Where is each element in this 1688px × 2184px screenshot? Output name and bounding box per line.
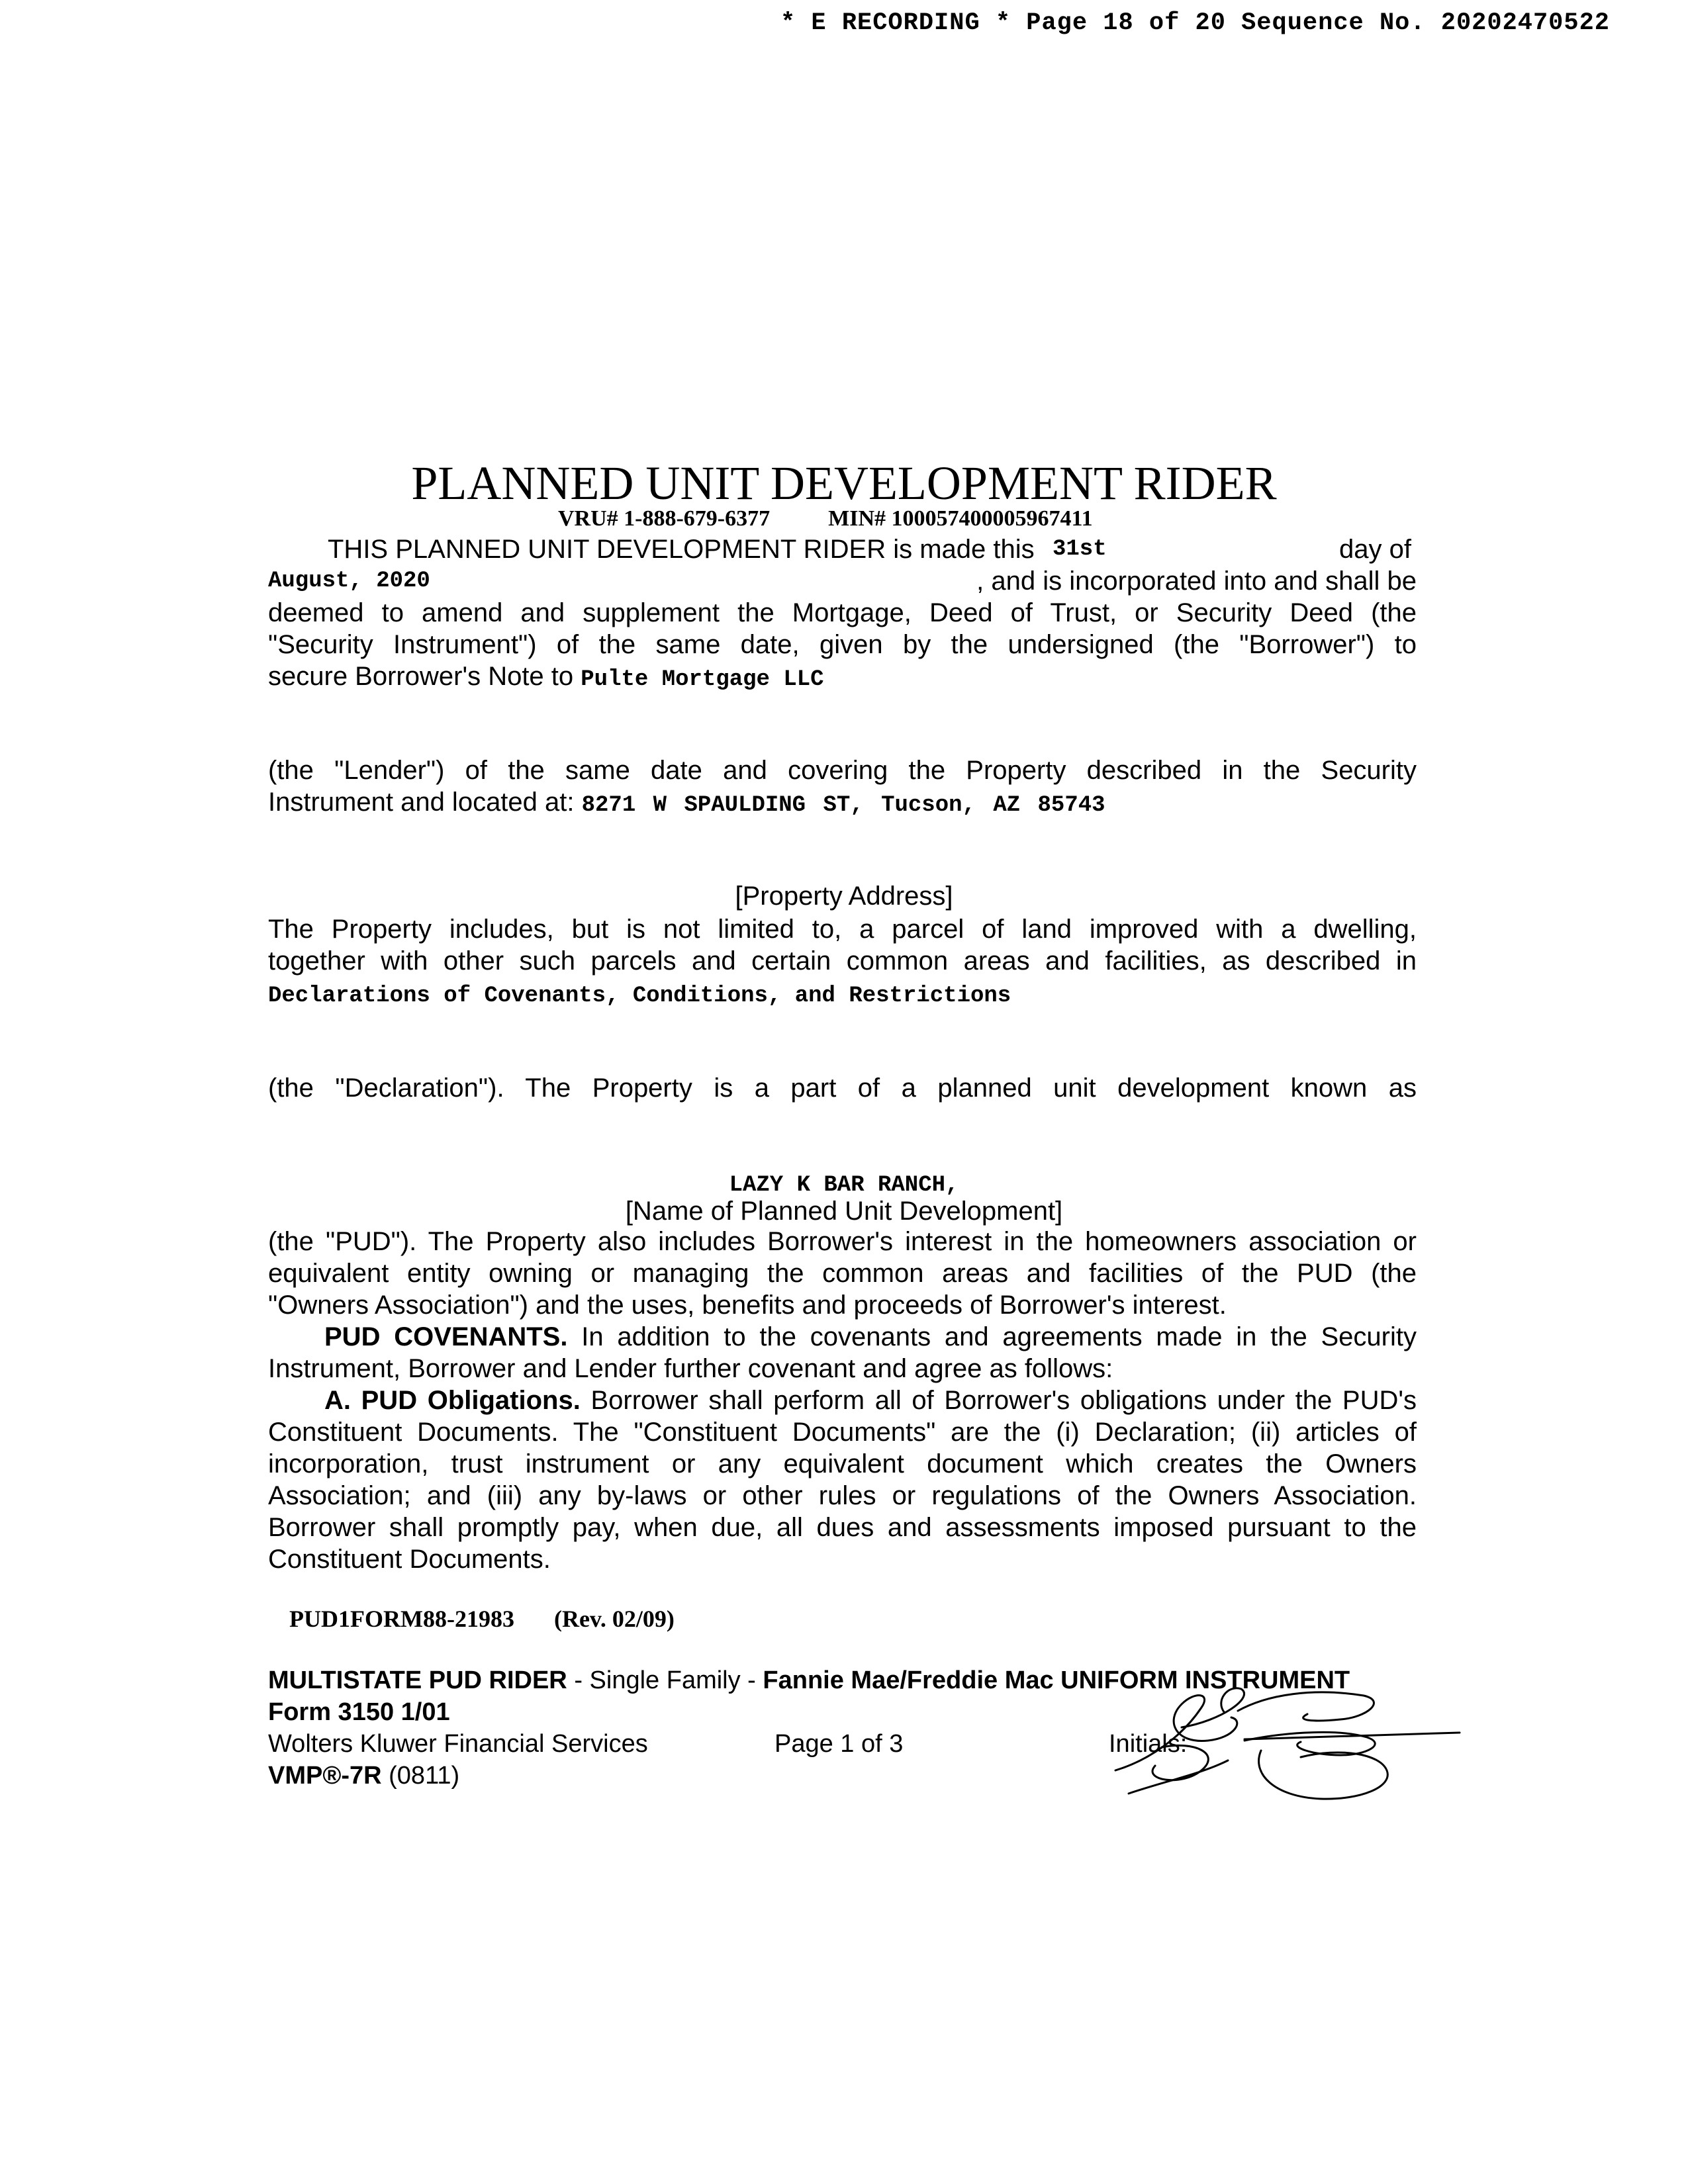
document-title: PLANNED UNIT DEVELOPMENT RIDER xyxy=(411,457,1277,510)
intro-text: secure Borrower's Note to xyxy=(268,662,574,691)
initials-signature xyxy=(1102,1681,1479,1800)
footer-title: MULTISTATE PUD RIDER xyxy=(268,1666,567,1694)
lender-name: Pulte Mortgage LLC xyxy=(581,667,824,692)
identifier-line xyxy=(558,506,1093,531)
min-number: MIN# 100057400005967411 xyxy=(828,506,1093,531)
footer-publisher: Wolters Kluwer Financial Services xyxy=(268,1730,648,1758)
initials-label: Initials: xyxy=(1109,1730,1188,1758)
declaration-text: (the "Declaration"). The Property is a part of a planned unit development known as xyxy=(268,1073,1417,1103)
footer-form: Form 3150 1/01 xyxy=(268,1698,450,1726)
form-number-line xyxy=(289,1605,675,1633)
footer-vmp: VMP®-7R xyxy=(268,1762,382,1790)
intro-paragraph xyxy=(268,533,1417,696)
pud-text: (the "PUD"). The Property also includes Borrower's interest in the homeowners association or xyxy=(268,1227,1417,1256)
obligations-text: Borrower shall perform all of Borrower's obligations under the PUD's xyxy=(590,1386,1417,1415)
form-code: PUD1FORM88-21983 xyxy=(289,1606,514,1632)
property-address-value: 8271 W SPAULDING ST, Tucson, AZ 85743 xyxy=(581,793,1105,818)
covenants-heading: PUD COVENANTS. xyxy=(324,1322,568,1351)
obligations-text: Association; and (iii) any by-laws or other rules or regulations of the Owners Association. xyxy=(268,1481,1417,1510)
intro-text: , and is incorporated into and shall be xyxy=(976,567,1417,596)
day-value: 31st xyxy=(1053,537,1107,562)
covenants-text: In addition to the covenants and agreements made in the Security xyxy=(581,1322,1417,1351)
recording-header: * E RECORDING * Page 18 of 20 Sequence No. 20202470522 xyxy=(780,9,1610,37)
vru-number: VRU# 1-888-679-6377 xyxy=(558,506,771,531)
declarations-value: Declarations of Covenants, Conditions, and Restrictions xyxy=(268,983,1011,1009)
intro-text: "Security Instrument") of the same date, given by the undersigned (the "Borrower") to xyxy=(268,630,1417,659)
property-paragraph xyxy=(268,913,1417,1012)
covenants-text: Instrument, Borrower and Lender further covenant and agree as follows: xyxy=(268,1354,1113,1383)
pud-name-value: LAZY K BAR RANCH, xyxy=(729,1173,959,1198)
property-text: together with other such parcels and certain common areas and facilities, as described in xyxy=(268,946,1417,976)
lender-paragraph xyxy=(268,754,1417,821)
pud-text: "Owners Association") and the uses, benefits and proceeds of Borrower's interest. xyxy=(268,1291,1227,1320)
form-revision: (Rev. 02/09) xyxy=(553,1606,675,1632)
month-year-value: August, 2020 xyxy=(268,569,430,594)
page-number: Page 1 of 3 xyxy=(774,1730,904,1758)
property-text: The Property includes, but is not limited to, a parcel of land improved with a dwelling, xyxy=(268,915,1417,944)
obligations-text: Constituent Documents. The "Constituent Documents" are the (i) Declaration; (ii) articles of xyxy=(268,1418,1417,1447)
pud-paragraph xyxy=(268,1226,1417,1575)
lender-text: (the "Lender") of the same date and covering the Property described in the Security xyxy=(268,756,1417,785)
intro-text: THIS PLANNED UNIT DEVELOPMENT RIDER is made this xyxy=(328,535,1035,564)
day-of-label: day of xyxy=(1339,535,1411,564)
obligations-text: Constituent Documents. xyxy=(268,1545,551,1574)
obligations-line xyxy=(268,1385,1417,1416)
obligations-text: Borrower shall promptly pay, when due, all dues and assessments imposed pursuant to the xyxy=(268,1513,1417,1542)
declaration-paragraph xyxy=(268,1072,1417,1104)
lender-text: Instrument and located at: xyxy=(268,788,575,817)
property-address-label: [Property Address] xyxy=(735,882,953,911)
obligations-heading: A. PUD Obligations. xyxy=(324,1386,581,1415)
obligations-text: incorporation, trust instrument or any equivalent document which creates the Owners xyxy=(268,1449,1417,1479)
intro-text: deemed to amend and supplement the Mortgage, Deed of Trust, or Security Deed (the xyxy=(268,598,1417,627)
footer-uniform: Fannie Mae/Freddie Mac UNIFORM INSTRUMENT xyxy=(763,1666,1350,1694)
footer-subtitle: - Single Family - xyxy=(574,1666,756,1694)
covenants-line xyxy=(268,1321,1417,1353)
pud-name-label: [Name of Planned Unit Development] xyxy=(625,1197,1063,1226)
footer-vmp-code: (0811) xyxy=(389,1762,460,1790)
pud-text: equivalent entity owning or managing the common areas and facilities of the PUD (the xyxy=(268,1259,1417,1288)
